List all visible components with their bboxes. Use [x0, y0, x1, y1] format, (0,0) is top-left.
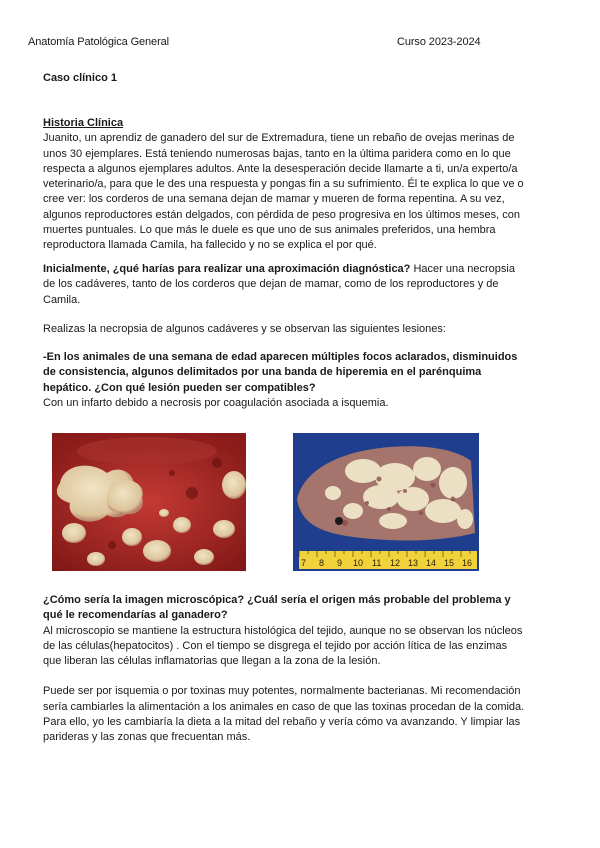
ruler-number: 13	[408, 558, 419, 568]
liver-section-image	[293, 433, 479, 571]
ruler-number: 10	[353, 558, 364, 568]
ruler-number: 9	[337, 558, 343, 568]
question-2-text: -En los animales de una semana de edad aparecen múltiples focos aclarados, disminuidos de consistencia, algunos delimitados por una banda de hiperemia en el parénquima hepático. ¿Con qué lesión pueden ser compatibles?	[43, 351, 518, 394]
historia-text: Juanito, un aprendiz de ganadero del sur de Extremadura, tiene un rebaño de ovejas merinas de unos 30 ejemplares. Está teniendo numerosas bajas, tanto en la última paridera como en lo que respecta a algunos ejemplares adultos. Ante la desesperación decide llamarte a ti, un/a experto/a veterinario/a, para que le des una respuesta y pongas fin a su sufrimiento. Él te explica lo que ve o cree ver: los corderos de una semana dejan de mamar y mueren de forma repentina. A su vez, algunos reproductores están delgados, con pérdida de peso progresiva en los últimos meses, con muertes puntuales. Lo que más le duele es que uno de sus animales preferidos, una hembra reproductora llamada Camila, ha fallecido y no se explica el por qué.	[43, 132, 524, 252]
question-1-text: Inicialmente, ¿qué harías para realizar una aproximación diagnóstica?	[43, 263, 411, 275]
liver-closeup-photo	[52, 433, 246, 571]
ruler-number: 12	[390, 558, 401, 568]
header-course-name: Anatomía Patológica General	[28, 36, 169, 48]
answer-3-part-2: Puede ser por isquemia o por toxinas muy potentes, normalmente bacterianas. Mi recomendación sería cambiarles la alimentación a los animales en caso de que las toxinas procedan de la comida. Para ello, yo les cambiaría la dieta a la mitad del rebaño y vería cómo va avanzando. Y limpiar las parideras y las zonas que frecuentan más.	[43, 685, 525, 744]
answer-1-text: Hacer una necropsia de los cadáveres, tanto de los corderos que dejan de mamar, como de los reproductores y de Camila.	[43, 263, 515, 306]
question-1	[43, 262, 525, 308]
ruler-number: 7	[301, 558, 307, 568]
question-3	[43, 593, 525, 746]
case-title: Caso clínico 1	[43, 72, 117, 84]
header-course-year: Curso 2023-2024	[397, 36, 481, 48]
question-3-text: ¿Cómo sería la imagen microscópica? ¿Cuál sería el origen más probable del problema y qué le recomendarías al ganadero?	[43, 594, 511, 622]
question-2	[43, 350, 525, 411]
historia-heading: Historia Clínica	[43, 117, 124, 129]
liver-closeup-image	[52, 433, 246, 571]
ruler-number: 14	[426, 558, 437, 568]
ruler-number: 11	[372, 558, 382, 568]
liver-section-photo	[293, 433, 479, 571]
ruler-number: 16	[462, 558, 473, 568]
ruler-number: 15	[444, 558, 455, 568]
answer-2-text: Con un infarto debido a necrosis por coagulación asociada a isquemia.	[43, 396, 389, 409]
answer-3-part-1: Al microscopio se mantiene la estructura histológica del tejido, aunque no se observan los núcleos de las células(hepatocitos) . Con el tiempo se disgrega el tejido por acción lítica de las enzimas que liberan las células inflamatorias que llegan a la zona de la lesión.	[43, 624, 523, 668]
necropsy-intro: Realizas la necropsia de algunos cadáveres y se observan las siguientes lesiones:	[43, 323, 446, 335]
ruler-number: 8	[319, 558, 325, 568]
historia-section	[43, 116, 525, 254]
